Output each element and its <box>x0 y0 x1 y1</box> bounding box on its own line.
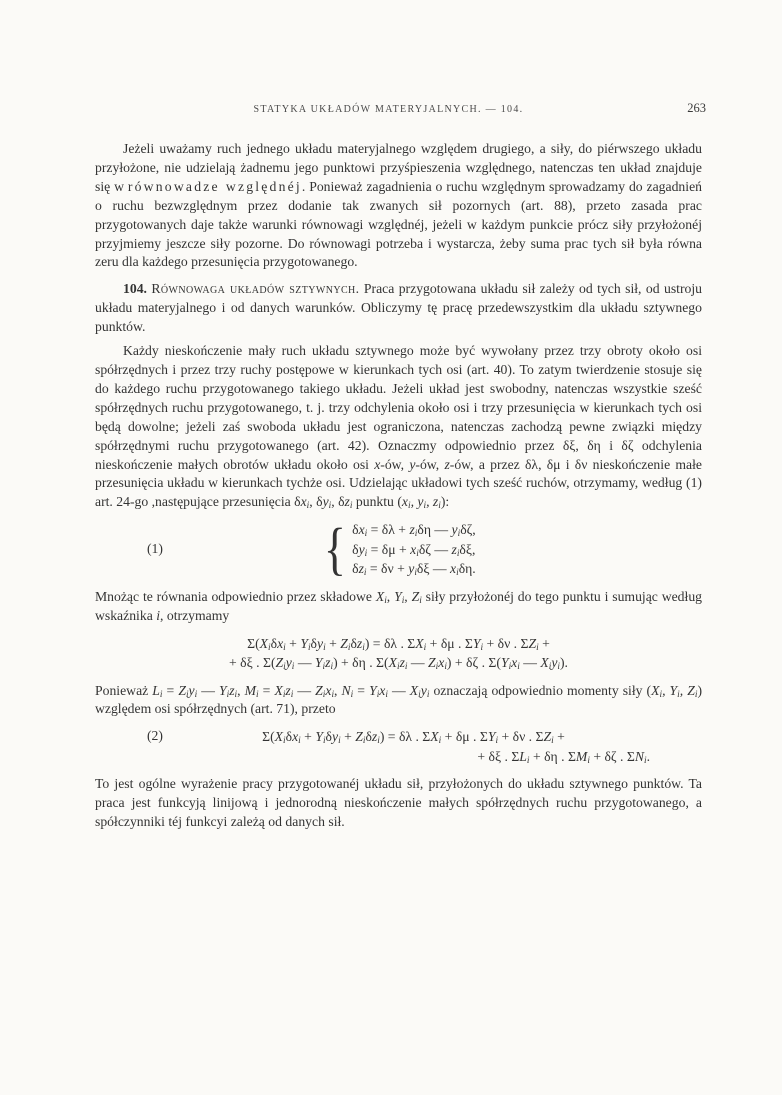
section-number: 104. <box>123 281 147 297</box>
equation-line: $\delta z_i = \delta\nu + y_i\delta\xi$ — $x_i\delta\eta$. <box>352 561 476 579</box>
running-head <box>95 101 706 120</box>
equation-line: + δξ . $\Sigma(Z_iy_i$ — $Y_iz_i) + \delta\eta$ . $\Sigma(X_iz_i$ — $Z_ix_i) + \delta\zeta$ . $\Sigma(Y_ix_i$ — $X_iy_i$). <box>229 655 568 673</box>
equation-2-label: (2) <box>147 728 163 744</box>
equation-1-lines <box>352 520 476 579</box>
equation-1-label: (1) <box>147 541 163 557</box>
equation-brace: { <box>324 516 347 582</box>
paragraph-multiply: Mnożąc te równania odpowiednio przez składowe $X_i$, $Y_i$, $Z_i$ siły przyłożonéj do tego punktu i sumując według wskaźnika i, otrzymamy <box>95 588 703 623</box>
paragraph-conclusion: To jest ogólne wyrażenie pracy przygotowanéj układu sił, przyłożonych do układu sztywnego punktów. Ta praca jest funkcyją linijową i jednorodną nieskończenie małych spółrzędnych ruchu przygotowanego, a spółczynniki téj funkcyi zależą od danych sił. <box>95 776 702 830</box>
paragraph-motion: Każdy nieskończenie mały ruch układu sztywnego może być wywołany przez trzy obroty około osi spółrzędnych i przez trzy ruchy postępowe w kierunkach tych osi (art. 40). To zatym twierdzenie stosuje się do każdego ruchu przygotowanego takiego układu. Jeżeli układ jest swobodny, natenczas wszystkie sześć spółrzędnych ruchu przygotowanego, t. j. trzy odchylenia około osi i trzy przesunięcia w kierunkach tych osi będą dowolne; jeżeli zaś swoboda układu jest ograniczona, natenczas zachodzą pewne związki między spółrzędnymi ruchu przygotowanego (art. 42). Oznaczmy odpowiednio przez δξ, δη i δζ odchylenia nieskończenie małych obrotów układu około osi x-ów, y-ów, z-ów, a przez δλ, δμ i δν nieskończenie małe przesunięcia układu w kierunkach tychże osi. Udzielając układowi tych sześć ruchów, otrzymamy, według (1) art. 24-go ,następujące przesunięcia $\delta x_i$, $\delta y_i$, $\delta z_i$ punktu ($x_i$, $y_i$, $z_i$): <box>95 343 702 512</box>
equation-line: $\Sigma(X_i\delta x_i + Y_i\delta y_i + Z_i\delta z_i) = \delta\lambda$ . $\Sigma X_i + \delta\mu$ . $\Sigma Y_i + \delta\nu$ . $\Sigma Z_i$ + <box>262 729 565 747</box>
equation-1-system <box>95 516 702 582</box>
page-number: 263 <box>687 101 706 115</box>
equation-line: + δξ . $\Sigma L_i + \delta\eta$ . $\Sigma M_i + \delta\zeta$ . $\Sigma N_i$. <box>477 748 650 766</box>
equation-line: $\delta y_i = \delta\mu + x_i\delta\zeta$ — $z_i\delta\xi$, <box>352 541 476 559</box>
section-heading: Równowaga układów sztywnych. <box>151 281 360 297</box>
text-column <box>95 140 702 832</box>
paragraph-moments: Ponieważ $L_i = Z_iy_i$ — $Y_iz_i$, $M_i = X_iz_i$ — $Z_ix_i$, $N_i = Y_ix_i$ — $X_iy_i$ oznaczają odpowiednio momenty siły ($X_i$, $Y_i$, $Z_i$) względem osi spółrzędnych (art. 71), przeto <box>95 682 703 717</box>
running-title: STATYKA UKŁADÓW MATERYJALNYCH. — 104. <box>253 104 524 115</box>
section-text: Praca przygotowana układu sił zależy od tych sił, od ustroju układu materyjalnego i od danych warunków. Obliczymy tę pracę przedewszystkim dla układu sztywnego punktów. <box>95 281 703 335</box>
equation-expanded <box>95 634 702 673</box>
paragraph-intro: Jeżeli uważamy ruch jednego układu materyjalnego względem drugiego, a siły, do piérwszego układu przyłożone, nie udzielają żadnemu jego punktowi przyśpieszenia względnego, natenczas ten układ znajduje się w równowadze względnéj. Ponieważ zagadnienia o ruchu względnym sprowadzamy do zagadnień o ruchu bezwzględnym przez dodanie tak zwanych sił pozornych (art. 88), przeto zasada prac przygotowanych daje także warunki równowagi względnéj, jeżeli w każdym punkcie prócz siły przyłożonéj przyjmiemy jeszcze siły pozorne. Do równowagi potrzeba i wystarcza, żeby suma prac tych sił była równa zeru dla każdego przesunięcia przygotowanego. <box>95 141 702 270</box>
equation-2 <box>95 727 702 766</box>
equation-line: $\delta x_i = \delta\lambda + z_i\delta\eta$ — $y_i\delta\zeta$, <box>352 522 476 540</box>
paragraph-section <box>95 280 702 337</box>
equation-line: $\Sigma(X_i\delta x_i + Y_i\delta y_i + Z_i\delta z_i) = \delta\lambda$ . $\Sigma X_i + \delta\mu$ . $\Sigma Y_i + \delta\nu$ . $\Sigma Z_i$ + <box>247 635 550 653</box>
equation-1 <box>95 516 702 582</box>
